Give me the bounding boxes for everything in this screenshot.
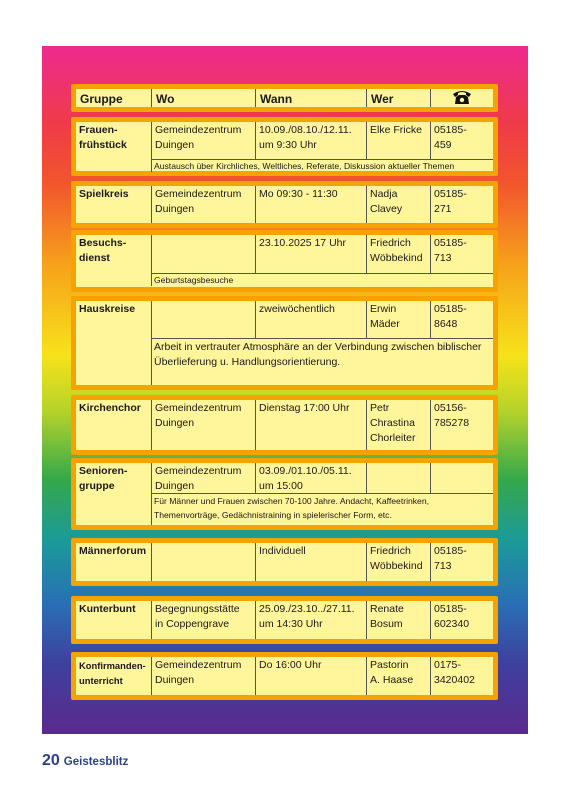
row-note: Arbeit in vertrauter Atmosphäre an der Verbindung zwischen biblischer Überlieferung u. Handlungsorientierung. xyxy=(154,341,482,368)
row-note: Austausch über Kirchliches, Weltliches, Referate, Diskussion aktueller Themen xyxy=(154,161,455,171)
cell-line: unterricht xyxy=(79,675,123,686)
cell-line: 05156- xyxy=(434,402,467,414)
cell-wo xyxy=(152,235,255,237)
table-row xyxy=(71,458,498,530)
cell-wo xyxy=(152,657,255,689)
header-wo: Wo xyxy=(156,92,175,106)
cell-wo xyxy=(152,601,255,633)
cell-line: Begegnungsstätte xyxy=(155,603,240,615)
cell-line: Duingen xyxy=(155,417,195,429)
row-note: Geburtstagsbesuche xyxy=(154,275,234,285)
table-row xyxy=(71,596,498,644)
cell-line: um 14:30 Uhr xyxy=(259,618,323,630)
cell-tel xyxy=(431,601,493,633)
cell-line: Kirchenchor xyxy=(79,402,141,414)
cell-wann xyxy=(256,463,366,495)
cell-line: um 9:30 Uhr xyxy=(259,139,317,151)
cell-wann xyxy=(256,186,366,203)
cell-line: Konfirmanden- xyxy=(79,660,146,671)
cell-line: 8648 xyxy=(434,318,458,330)
cell-line: 05185- xyxy=(434,188,467,200)
cell-tel xyxy=(431,235,493,267)
cell-wo xyxy=(152,122,255,154)
cell-line: Clavey xyxy=(370,203,403,215)
cell-wo xyxy=(152,543,255,545)
cell-wer xyxy=(367,543,430,575)
cell-wann xyxy=(256,400,366,417)
page-number: 20 xyxy=(42,752,60,769)
cell-gruppe xyxy=(76,657,151,689)
row-note: Für Männer und Frauen zwischen 70-100 Jahre. Andacht, Kaffeetrinken, Themenvorträge, Gedächnistraining in spielerischer Form, etc. xyxy=(154,496,430,520)
cell-line: Senioren- xyxy=(79,465,128,477)
cell-tel xyxy=(431,186,493,218)
cell-tel xyxy=(431,301,493,333)
cell-tel xyxy=(431,122,493,154)
cell-line: Gemeindezentrum xyxy=(155,659,242,671)
cell-gruppe xyxy=(76,301,151,318)
cell-line: 23.10.2025 17 Uhr xyxy=(259,237,346,249)
cell-wann xyxy=(256,657,366,674)
cell-line: Hauskreise xyxy=(79,303,136,315)
cell-line: 713 xyxy=(434,252,452,264)
cell-line: 3420402 xyxy=(434,674,475,686)
header-wer: Wer xyxy=(371,92,394,106)
cell-tel xyxy=(431,543,493,575)
cell-gruppe xyxy=(76,122,151,154)
cell-line: A. Haase xyxy=(370,674,414,686)
cell-line: Mäder xyxy=(370,318,400,330)
table-row xyxy=(71,538,498,586)
cell-wann xyxy=(256,235,366,252)
cell-gruppe xyxy=(76,235,151,267)
cell-line: 03.09./01.10./05.11. xyxy=(259,465,352,477)
cell-line: Nadja xyxy=(370,188,398,200)
table-header xyxy=(71,84,498,112)
cell-wer xyxy=(367,235,430,267)
cell-wo xyxy=(152,400,255,432)
cell-line: zweiwöchentlich xyxy=(259,303,335,315)
cell-line: Erwin xyxy=(370,303,397,315)
cell-line: 10.09./08.10./12.11. xyxy=(259,124,352,136)
cell-wer xyxy=(367,301,430,333)
cell-line: 713 xyxy=(434,560,452,572)
cell-tel xyxy=(431,463,493,465)
cell-wer xyxy=(367,122,430,139)
cell-line: Friedrich xyxy=(370,545,411,557)
cell-gruppe xyxy=(76,400,151,417)
cell-wer xyxy=(367,657,430,689)
cell-line: Kunterbunt xyxy=(79,603,136,615)
cell-line: 05185- xyxy=(434,124,467,136)
cell-line: Gemeindezentrum xyxy=(155,402,242,414)
cell-line: 05185- xyxy=(434,237,467,249)
table-row xyxy=(71,395,498,455)
page-footer xyxy=(42,752,128,770)
cell-line: Do 16:00 Uhr xyxy=(259,659,322,671)
cell-line: Petr xyxy=(370,402,390,414)
cell-line: 459 xyxy=(434,139,452,151)
cell-gruppe xyxy=(76,601,151,618)
header-wann: Wann xyxy=(260,92,293,106)
telephone-icon xyxy=(431,89,493,109)
table-row xyxy=(71,652,498,700)
cell-line: Gemeindezentrum xyxy=(155,188,242,200)
cell-line: frühstück xyxy=(79,139,127,151)
cell-line: Wöbbekind xyxy=(370,560,423,572)
cell-wo xyxy=(152,301,255,303)
cell-line: Individuell xyxy=(259,545,306,557)
table-row xyxy=(71,117,498,176)
cell-line: Chrastina xyxy=(370,417,415,429)
cell-line: Dienstag 17:00 Uhr xyxy=(259,402,350,414)
magazine-title: Geistesblitz xyxy=(63,756,129,768)
cell-line: Frauen- xyxy=(79,124,118,136)
cell-line: Duingen xyxy=(155,480,195,492)
cell-line: Besuchs- xyxy=(79,237,127,249)
cell-line: Mo 09:30 - 11:30 xyxy=(259,188,338,200)
cell-line: Bosum xyxy=(370,618,403,630)
cell-gruppe xyxy=(76,186,151,203)
cell-line: Spielkreis xyxy=(79,188,129,200)
table-row xyxy=(71,296,498,390)
cell-line: um 15:00 xyxy=(259,480,303,492)
cell-wo xyxy=(152,186,255,218)
cell-line: Gemeindezentrum xyxy=(155,124,242,136)
cell-wer xyxy=(367,601,430,633)
cell-line: Gemeindezentrum xyxy=(155,465,242,477)
cell-line: Chorleiter xyxy=(370,432,416,444)
cell-line: Elke Fricke xyxy=(370,124,422,136)
cell-line: 05185- xyxy=(434,303,467,315)
cell-line: Pastorin xyxy=(370,659,409,671)
table-row xyxy=(71,181,498,228)
cell-line: 25.09./23.10../27.11. xyxy=(259,603,355,615)
cell-wer xyxy=(367,186,430,218)
cell-wo xyxy=(152,463,255,495)
cell-wann xyxy=(256,122,366,154)
cell-line: dienst xyxy=(79,252,110,264)
cell-line: Renate xyxy=(370,603,404,615)
header-gruppe: Gruppe xyxy=(80,92,123,106)
table-row xyxy=(71,230,498,292)
cell-line: 602340 xyxy=(434,618,470,630)
cell-line: in Coppengrave xyxy=(155,618,230,630)
cell-line: 271 xyxy=(434,203,452,215)
cell-line: 0175- xyxy=(434,659,461,671)
cell-line: Duingen xyxy=(155,203,195,215)
cell-line: Duingen xyxy=(155,674,195,686)
cell-gruppe xyxy=(76,463,151,495)
cell-wann xyxy=(256,301,366,318)
cell-gruppe xyxy=(76,543,151,560)
cell-wann xyxy=(256,601,366,633)
cell-tel xyxy=(431,657,493,689)
cell-line: Friedrich xyxy=(370,237,411,249)
cell-wann xyxy=(256,543,366,560)
cell-line: 785278 xyxy=(434,417,470,429)
cell-line: Männerforum xyxy=(79,545,147,557)
cell-line: 05185- xyxy=(434,545,467,557)
cell-line: gruppe xyxy=(79,480,115,492)
cell-line: Wöbbekind xyxy=(370,252,423,264)
cell-line: Duingen xyxy=(155,139,195,151)
cell-wer xyxy=(367,400,430,447)
cell-line: 05185- xyxy=(434,603,467,615)
cell-wer xyxy=(367,463,430,465)
cell-tel xyxy=(431,400,493,432)
